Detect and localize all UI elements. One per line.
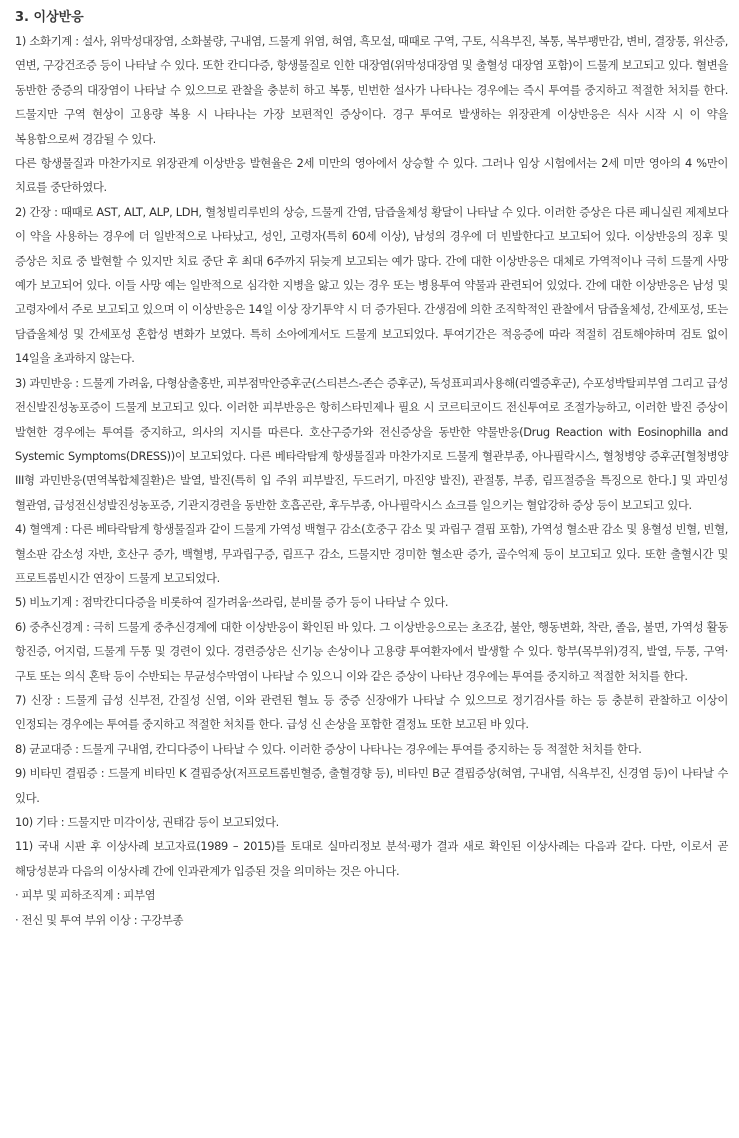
paragraph-kidney: 7) 신장 : 드물게 급성 신부전, 간질성 신염, 이와 관련된 혈뇨 등 중증 신장애가 나타날 수 있으므로 정기검사를 하는 등 충분히 관찰하고 이상이 인정되는 경우에는 투여를 중지하고 적절한 처치를 한다. 급성 신 손상을 포함한 결정뇨 또한 보고된 바 있다. [15,692,728,732]
paragraph-digestive: 1) 소화기계 : 설사, 위막성대장염, 소화불량, 구내염, 드물게 위염, 혀염, 흑모설, 때때로 구역, 구토, 식욕부진, 복통, 복부팽만감, 변비, 결장통, 위산증, 연변, 구강건조증 등이 나타날 수 있다. 또한 칸디다증, 항생물질로 인한 대장염(위막성대장염 및 출혈성 대장염 포함)이 드물게 보고되고 있다. 혈변을 동반한 중증의 대장염이 나타날 수 있으므로 관찰을 충분히 하고 복통, 빈번한 설사가 나타나는 경우에는 즉시 투여를 중지하고 적절한 처치를 한다. 드물지만 구역 현상이 고용량 복용 시 나타나는 가장 보편적인 증상이다. 경구 투여로 발생하는 위장관계 이상반응은 식사 시작 시 이 약을 복용함으로써 경감될 수 있다. [15,34,728,146]
paragraph-postmarketing: 11) 국내 시판 후 이상사례 보고자료(1989 – 2015)를 토대로 실마리정보 분석·평가 결과 새로 확인된 이상사례는 다음과 같다. 다만, 이로서 곧 해당성분과 다음의 이상사례 간에 인과관계가 입증된 것을 의미하는 것은 아니다. [15,839,728,878]
paragraph-blood: 4) 혈액계 : 다른 베타락탐계 항생물질과 같이 드물게 가역성 백혈구 감소(호중구 감소 및 과립구 결핍 포함), 가역성 혈소판 감소 및 용혈성 빈혈, 빈혈, 혈소판 감소성 자반, 호산구 증가, 백혈병, 무과립구증, 림프구 감소, 드물지만 경미한 혈소판 증가, 골수억제 등이 보고되고 있다. 또한 출혈시간 및 프로트롬빈시간 연장이 드물게 보고되었다. [15,522,728,585]
paragraph-urinary: 5) 비뇨기계 : 점막칸디다증을 비롯하여 질가려움·쓰라림, 분비물 증가 등이 나타날 수 있다. [15,595,449,610]
paragraph-superinfection: 8) 균교대증 : 드물게 구내염, 칸디다증이 나타날 수 있다. 이러한 증상이 나타나는 경우에는 투여를 중지하는 등 적절한 처치를 한다. [15,741,642,756]
paragraph-other: 10) 기타 : 드물지만 미각이상, 권태감 등이 보고되었다. [15,815,279,829]
paragraph-hypersensitivity: 3) 과민반응 : 드물게 가려움, 다형삼출홍반, 피부점막안증후군(스티븐스-존슨 증후군), 독성표피괴사용해(리엘증후군), 수포성박탈피부염 그리고 급성 전신발진성농포증이 드물게 보고되고 있다. 이러한 피부반응은 항히스타민제나 필요 시 코르티코이드 전신투여로 조절가능하고, 이러한 발진 증상이 발현한 경우에는 투여를 중지하고, 의사의 지시를 따른다. 호산구증가와 전신증상을 동반한 약물반응(Drug Reaction with Eosinophilla and Systemic Symptoms(DRESS))이 보고되었다. 다른 베타락탐계 항생물질과 마찬가지로 드물게 혈관부종, 아나필락시스, 혈청병양 증후군[혈청병양 III형 과민반응(면역복합체질환)은 발열, 발진(특히 입 주위 피부발진, 두드러기, 마진양 발진), 관절통, 부종, 림프절증을 특징으로 한다.] 및 과민성 혈관염, 급성전신성발진성농포증, 기관지경련을 동반한 호흡곤란, 후두부종, 아나필락시스 쇼크를 일으키는 혈압강하 증상 등이 보고되고 있다. [15,375,728,512]
list-item-skin: · 피부 및 피하조직계 : 피부염 [15,888,156,903]
paragraph-vitamin-deficiency: 9) 비타민 결핍증 : 드물게 비타민 K 결핍증상(저프로트롬빈혈증, 출혈경향 등), 비타민 B군 결핍증상(혀염, 구내염, 식욕부진, 신경염 등)이 나타날 수 있다. [15,766,728,805]
section-title: 3. 이상반응 [15,10,84,25]
paragraph-liver: 2) 간장 : 때때로 AST, ALT, ALP, LDH, 혈청빌리루빈의 상승, 드물게 간염, 담즙울체성 황달이 나타날 수 있다. 이러한 증상은 다른 페니실린 제제보다 이 약을 사용하는 경우에 더 일반적으로 나타났고, 성인, 고령자(특히 60세 이상), 남성의 경우에 더 빈발한다고 보고되어 있다. 이상반응의 징후 및 증상은 치료 중 발현할 수 있지만 치료 중단 후 최대 6주까지 뒤늦게 보고되는 예가 많다. 간에 대한 이상반응은 대체로 가역적이나 극히 드물게 사망 예가 보고되어 있다. 이들 사망 예는 일반적으로 심각한 지병을 앓고 있는 경우 또는 병용투여 약물과 관련되어 있었다. 간에 대한 이상반응은 남성 및 고령자에서 주로 보고되고 있으며 이 이상반응은 14일 이상 장기투약 시 더 증가된다. 간생검에 의한 조직학적인 관찰에서 담즙울체성, 간세포성, 또는 담즙울체성 및 간세포성 혼합성 변화가 보였다. 특히 소아에게서도 드물게 보고되었다. 투여기간은 적응증에 따라 적절히 검토해야하며 검토 없이 14일을 초과하지 않는다. [15,204,728,366]
list-item-systemic: · 전신 및 투여 부위 이상 : 구강부종 [15,912,184,927]
paragraph-cns: 6) 중추신경계 : 극히 드물게 중추신경계에 대한 이상반응이 확인된 바 있다. 그 이상반응으로는 초조감, 불안, 행동변화, 착란, 졸음, 불면, 가역성 활동 항진증, 어지럼, 드물게 두통 및 경련이 있다. 경련증상은 신기능 손상이나 고용량 투여환자에서 발생할 수 있다. 항부(목부위)경직, 발열, 두통, 구역·구토 또는 의식 혼탁 등이 수반되는 무균성수막염이 나타날 수 있으니 이와 같은 증상이 나타난 경우에는 투여를 중지하고 적절한 처치를 한다. [15,619,728,683]
paragraph-digestive-infants: 다른 항생물질과 마찬가지로 위장관계 이상반응 발현율은 2세 미만의 영아에서 상승할 수 있다. 그러나 임상 시험에서는 2세 미만 영아의 4 %만이 치료를 중단하였다. [15,156,728,195]
